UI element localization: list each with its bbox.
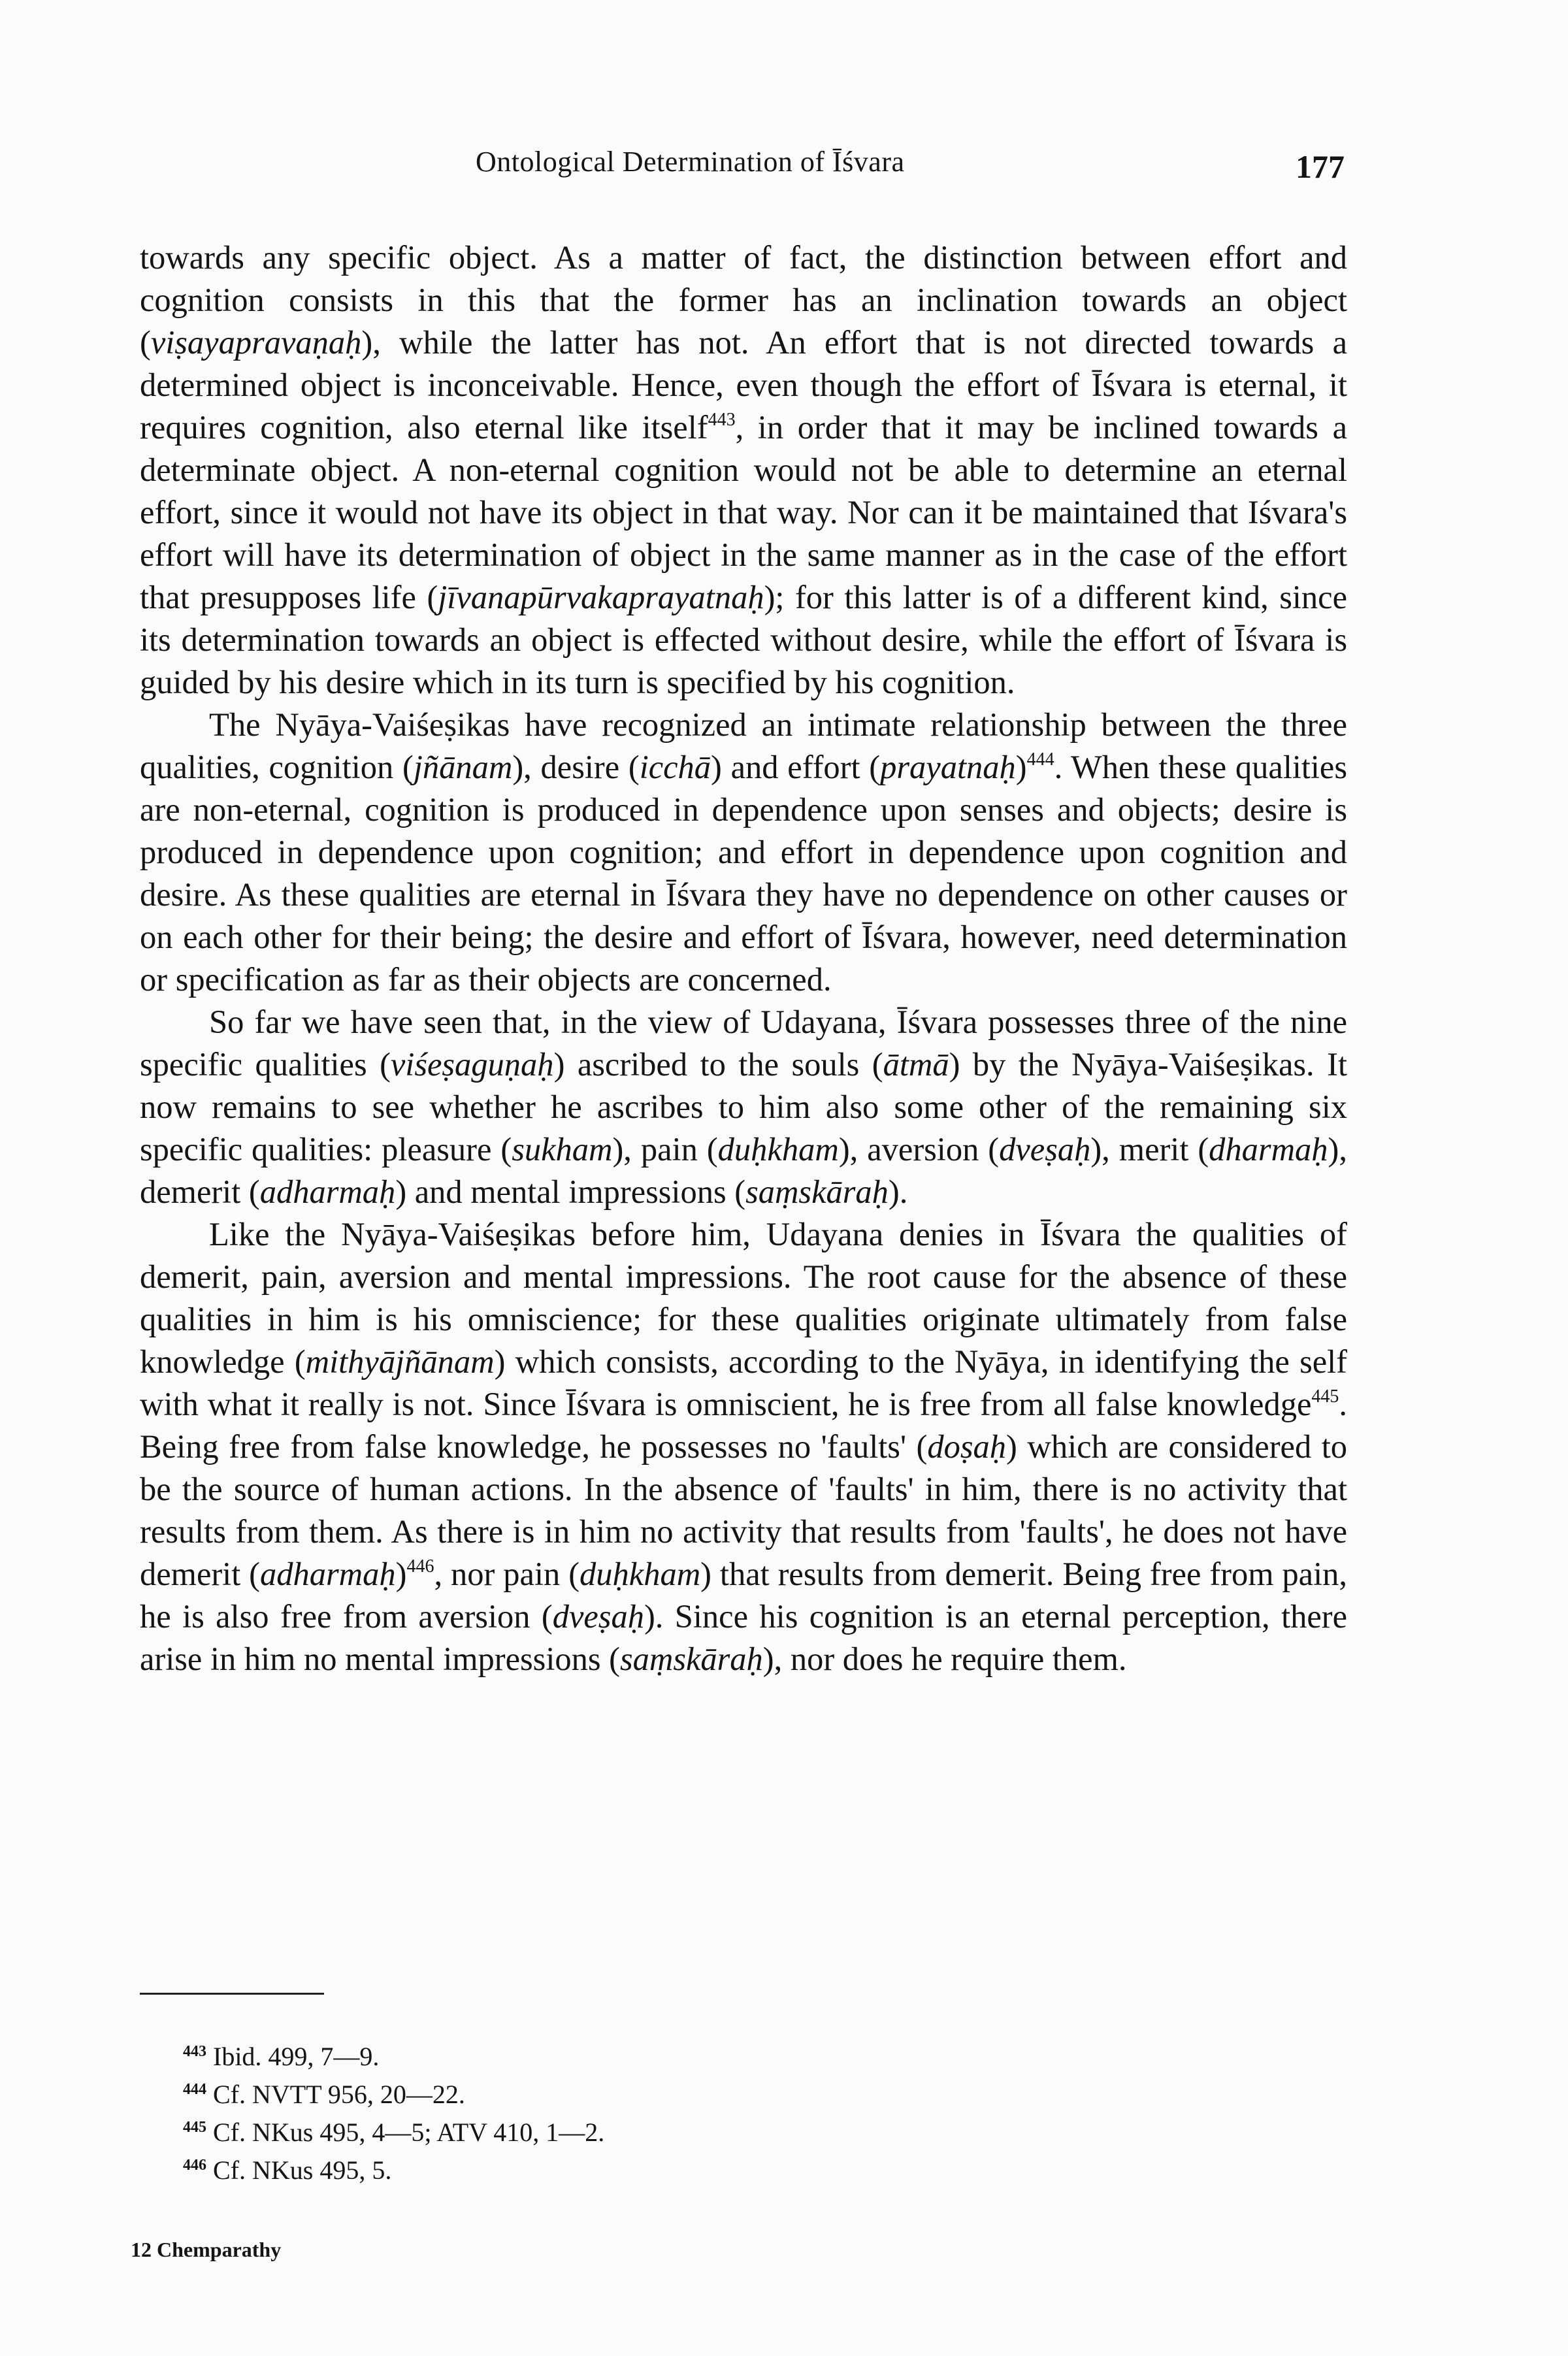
footnote: [183, 2035, 1163, 2073]
text-run: ) and mental impressions (: [395, 1173, 746, 1210]
text-run: ); for this latter is of a different kind, since its determination towards an object is effected without desire, while the effort of Īśvara is guided by his desire which in its turn is specified by his cognition.: [140, 579, 1347, 700]
sanskrit-term: ātmā: [883, 1046, 949, 1083]
page-header: [142, 145, 1345, 191]
body-text: [140, 237, 1347, 1680]
sanskrit-term: viśeṣaguṇaḥ: [390, 1046, 554, 1083]
sanskrit-term: adharmaḥ: [259, 1173, 396, 1210]
footnote: [183, 2073, 1163, 2111]
text-run: ): [395, 1556, 407, 1592]
footnote-number: 445: [183, 2119, 206, 2136]
text-run: ), while the latter has not. An effort that is not directed towards a determined object is inconceivable. Hence, even though the effort of Īśvara is eternal, it requires cognition, also eternal like itself: [140, 324, 1347, 446]
body-paragraph: [140, 1213, 1347, 1680]
text-run: ) ascribed to the souls (: [553, 1046, 883, 1083]
text-run: ): [1015, 749, 1027, 785]
sanskrit-term: sukham: [512, 1131, 613, 1168]
text-run: ), nor does he require them.: [762, 1641, 1127, 1677]
text-run: ), merit (: [1090, 1131, 1209, 1168]
footnote: [183, 2149, 1163, 2187]
sanskrit-term: doṣaḥ: [927, 1428, 1007, 1465]
text-run: , in order that it may be inclined towards a determinate object. A non-eternal cognition would not be able to determine an eternal effort, since it would not have its object in that way. Nor can it be maintained that Iśvara's effort will have its determination of object in the same manner as in the case of the effort that presupposes life (: [140, 409, 1347, 615]
sanskrit-term: jīvanapūrvakaprayatnaḥ: [438, 579, 764, 615]
sanskrit-term: prayatnaḥ: [880, 749, 1016, 785]
text-run: , nor pain (: [434, 1556, 580, 1592]
text-run: ) and effort (: [711, 749, 881, 785]
text-run: The Nyāya-Vaiśeṣikas have recognized an intimate relationship between the three qualities, cognition (: [140, 706, 1347, 785]
text-run: Like the Nyāya-Vaiśeṣikas before him, Udayana denies in Īśvara the qualities of demerit, pain, aversion and mental impressions. The root cause for the absence of these qualities in him is his omniscience; for these qualities originate ultimately from false knowledge (: [140, 1216, 1347, 1380]
text-run: ).: [888, 1173, 908, 1210]
text-run: So far we have seen that, in the view of Udayana, Īśvara possesses three of the nine specific qualities (: [140, 1004, 1347, 1083]
body-paragraph: [140, 1001, 1347, 1213]
footnote: [183, 2111, 1163, 2149]
page-number: 177: [1296, 148, 1345, 185]
sanskrit-term: duḥkham: [717, 1131, 839, 1168]
body-paragraph: [140, 704, 1347, 1001]
footnote-text: Cf. NKus 495, 4—5; ATV 410, 1—2.: [213, 2118, 605, 2147]
sanskrit-term: dharmaḥ: [1209, 1131, 1328, 1168]
footnote-text: Cf. NVTT 956, 20—22.: [213, 2080, 465, 2109]
sanskrit-term: adharmaḥ: [260, 1556, 396, 1592]
footnote-reference: 443: [708, 410, 736, 430]
running-title: Ontological Determination of Īśvara: [476, 146, 905, 178]
footnote-text: Ibid. 499, 7—9.: [213, 2042, 380, 2071]
footnote-number: 444: [183, 2081, 206, 2098]
text-run: ), aversion (: [838, 1131, 1000, 1168]
text-run: ) which are considered to be the source of human actions. In the absence of 'faults' in him, there is no activity that results from them. As there is in him no activity that results from 'faults', he does not have demerit (: [140, 1428, 1347, 1592]
footnote-number: 446: [183, 2157, 206, 2174]
footnote-divider: [140, 1993, 324, 1995]
text-run: ), demerit (: [140, 1131, 1347, 1210]
text-run: ), desire (: [512, 749, 640, 785]
sanskrit-term: duḥkham: [580, 1556, 701, 1592]
footnote-text: Cf. NKus 495, 5.: [213, 2155, 392, 2185]
sanskrit-term: saṃskāraḥ: [745, 1173, 889, 1210]
text-run: ) by the Nyāya-Vaiśeṣikas. It now remains to see whether he ascribes to him also some other of the remaining six specific qualities: pleasure (: [140, 1046, 1347, 1168]
footnote-reference: 444: [1026, 749, 1054, 770]
text-run: towards any specific object. As a matter of fact, the distinction between effort and cognition consists in this that the former has an inclination towards an object (: [140, 239, 1347, 361]
sanskrit-term: jñānam: [413, 749, 513, 785]
text-run: . When these qualities are non-eternal, cognition is produced in dependence upon senses and objects; desire is produced in dependence upon cognition; and effort in dependence upon cognition and desire. As these qualities are eternal in Īśvara they have no dependence on other causes or on each other for their being; the desire and effort of Īśvara, however, need determination or specification as far as their objects are concerned.: [140, 749, 1348, 998]
footnote-reference: 446: [406, 1556, 434, 1577]
text-run: ) which consists, according to the Nyāya, in identifying the self with what it really is not. Since Īśvara is omniscient, he is free from all false knowledge: [140, 1343, 1347, 1422]
sanskrit-term: dveṣaḥ: [999, 1131, 1091, 1168]
text-run: ) that results from demerit. Being free from pain, he is also free from aversion (: [140, 1556, 1347, 1635]
sanskrit-term: dveṣaḥ: [552, 1598, 644, 1635]
sanskrit-term: saṃskāraḥ: [619, 1641, 763, 1677]
footnotes: [183, 2035, 1163, 2187]
footnote-reference: 445: [1311, 1386, 1339, 1407]
sanskrit-term: icchā: [639, 749, 711, 785]
text-run: ), pain (: [612, 1131, 718, 1168]
footnote-number: 443: [183, 2043, 206, 2060]
text-run: ). Since his cognition is an eternal perception, there arise in him no mental impressions (: [140, 1598, 1347, 1677]
signature-mark: 12 Chemparathy: [131, 2238, 282, 2261]
body-paragraph: [140, 237, 1347, 704]
sanskrit-term: mithyājñānam: [305, 1343, 495, 1380]
text-run: . Being free from false knowledge, he possesses no 'faults' (: [140, 1386, 1347, 1465]
sanskrit-term: viṣayapravaṇaḥ: [150, 324, 362, 361]
